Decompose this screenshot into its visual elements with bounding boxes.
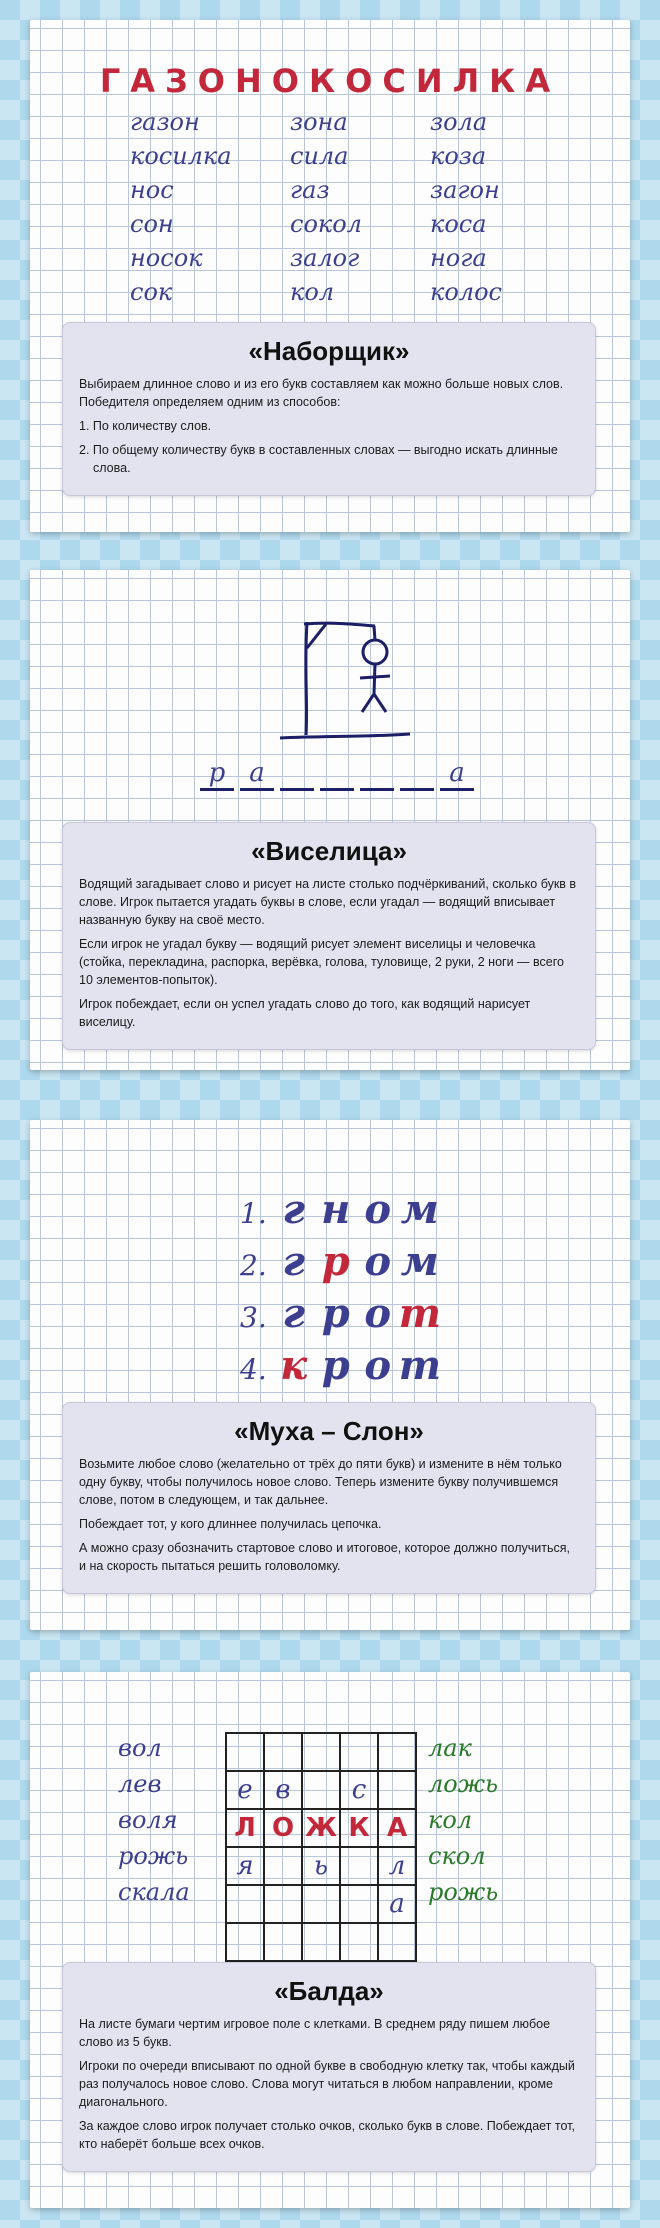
word-item: колос [430,278,502,306]
grid-cell [226,1923,264,1961]
gallows-drawing [260,610,440,750]
info-box [62,1962,596,2172]
grid-cell: а [378,1885,416,1923]
word-item: скол [428,1842,486,1870]
stickman-arms [360,676,390,678]
info-box [62,1402,596,1594]
chain-letter: к [280,1342,308,1389]
grid-cell [378,1771,416,1809]
guess-letter: а [440,758,474,791]
card-mukha-slon [30,1120,630,1630]
grid-cell: ь [302,1847,340,1885]
game-description: Если игрок не угадал букву — водящий рисует элемент виселицы и человечка (стойка, перекладина, распорка, верёвка, голова, туловище, 2 руки, 2 ноги — всего 10 элементов-попыток). [79,937,564,987]
word-item: лак [428,1734,472,1762]
grid-cell: л [378,1847,416,1885]
chain-number: 1. [240,1197,267,1230]
grid-cell [302,1885,340,1923]
game-description: На листе бумаги чертим игровое поле с клетками. В среднем ряду пишем любое слово из 5 букв. [79,2017,551,2049]
grid-cell: А [378,1809,416,1847]
chain-row [240,1236,441,1288]
chain-letter: т [398,1342,442,1389]
game-title: «Виселица» [251,836,407,866]
word-item: косилка [130,142,232,170]
word-item: вол [118,1734,162,1762]
chain-letter: о [364,1290,392,1337]
chain-letter: о [364,1186,392,1233]
chain-number: 4. [240,1353,267,1386]
game-title: «Муха – Слон» [234,1416,424,1446]
word-item: кол [290,278,335,306]
chain-row [240,1184,441,1236]
game-description: Возьмите любое слово (желательно от трёх до пяти букв) и измените в нём только одну букву, чтобы получилось новое слово. Теперь измените букву получившемся слове, потом в следующем, и так дальнее. [79,1457,562,1507]
grid-cell: Л [226,1809,264,1847]
word-item: загон [430,176,500,204]
card-balda [30,1672,630,2208]
chain-row [240,1288,441,1340]
guess-letter [280,758,314,791]
grid-cell: О [264,1809,302,1847]
gallows-brace [307,624,326,648]
word-item: скала [118,1878,190,1906]
word-item: газон [130,108,200,136]
word-item: кол [428,1806,473,1834]
chain-letter: р [321,1290,350,1337]
guess-letter [360,758,394,791]
rule-item: 1. По количеству слов. [79,419,212,433]
card-naborshchik [30,20,630,532]
word-chain [240,1184,441,1392]
gallows-beam [304,623,375,626]
stickman-legs [362,694,386,712]
chain-letter: м [400,1186,439,1233]
grid-cell [378,1923,416,1961]
chain-letter: р [321,1342,350,1389]
grid-cell [302,1771,340,1809]
word-item: сок [130,278,173,306]
word-item: рожь [118,1842,189,1870]
grid-cell: в [264,1771,302,1809]
grid-cell [302,1733,340,1771]
grid-cell [340,1885,378,1923]
word-item: коза [430,142,487,170]
chain-letter: г [282,1186,305,1233]
game-description: Побеждает тот, у кого длиннее получилась цепочка. [79,1517,382,1531]
game-title: «Балда» [274,1976,384,2006]
grid-cell [340,1923,378,1961]
word-item: ложь [428,1770,499,1798]
guess-letter: р [200,758,234,791]
chain-number: 3. [240,1301,267,1334]
grid-cell [340,1733,378,1771]
chain-letter: о [364,1238,392,1285]
chain-number: 2. [240,1249,267,1282]
chain-letter: м [400,1238,439,1285]
word-item: нос [130,176,174,204]
grid-cell [340,1847,378,1885]
info-box [62,822,596,1050]
grid-cell: К [340,1809,378,1847]
grid-cell [264,1885,302,1923]
game-description: Игрок побеждает, если он успел угадать слово до того, как водящий нарисует виселицу. [79,997,531,1029]
word-item: газ [290,176,330,204]
game-description: Выбираем длинное слово и из его букв составляем как можно больше новых слов. Победителя определяем одним из способов: [79,377,564,409]
word-item: коса [430,210,487,238]
word-item: залог [290,244,360,272]
chain-row [240,1340,441,1392]
game-description: Игроки по очереди вписывают по одной букве в свободную клетку так, чтобы каждый раз получалось новое слово. Слова могут читаться в любом направлении, кроме диагонального. [79,2059,575,2109]
gallows-base [280,734,410,738]
chain-letter: о [364,1342,392,1389]
rope [374,626,375,640]
info-box [62,322,596,496]
grid-cell [226,1885,264,1923]
game-description: Водящий загадывает слово и рисует на листе столько подчёркиваний, сколько букв в слове. Игрок пытается угадать буквы в слове, если угадал — водящий вписывает названную букву на своё место. [79,877,577,927]
word-item: сокол [290,210,362,238]
guess-letter [320,758,354,791]
grid-cell [302,1923,340,1961]
rule-item: 2. По общему количеству букв в составленных словах — выгодно искать длинные слова. [79,443,558,475]
game-description: За каждое слово игрок получает столько очков, сколько букв в слове. Побеждает тот, кто наберёт больше всех очков. [79,2119,575,2151]
grid-cell [264,1733,302,1771]
chain-letter: р [321,1238,350,1285]
grid-cell [264,1923,302,1961]
game-title: «Наборщик» [248,336,410,366]
card-viselitsa [30,570,630,1070]
chain-letter: н [321,1186,351,1233]
grid-cell: е [226,1771,264,1809]
word-item: зона [290,108,348,136]
game-grid [225,1732,417,1962]
word-item: воля [118,1806,178,1834]
chain-letter: т [398,1290,442,1337]
game-description: А можно сразу обозначить стартовое слово и итоговое, которое должно получиться, и на скорость пытаться решить головоломку. [79,1541,570,1573]
word-item: рожь [428,1878,499,1906]
stickman-body [374,664,375,694]
word-item: лев [118,1770,162,1798]
word-item: сон [130,210,174,238]
grid-cell: Ж [302,1809,340,1847]
guess-letter: а [240,758,274,791]
grid-cell [378,1733,416,1771]
grid-cell: я [226,1847,264,1885]
long-word-title: ГАЗОНОКОСИЛКА [99,62,561,100]
guess-letter [400,758,434,791]
word-item: носок [130,244,203,272]
word-item: зола [430,108,488,136]
grid-cell [226,1733,264,1771]
grid-cell [264,1847,302,1885]
stickman-head [363,640,387,664]
chain-letter: г [282,1238,305,1285]
chain-letter: г [282,1290,305,1337]
grid-cell: с [340,1771,378,1809]
gallows-post [306,622,307,735]
word-item: сила [290,142,349,170]
word-item: нога [430,244,487,272]
